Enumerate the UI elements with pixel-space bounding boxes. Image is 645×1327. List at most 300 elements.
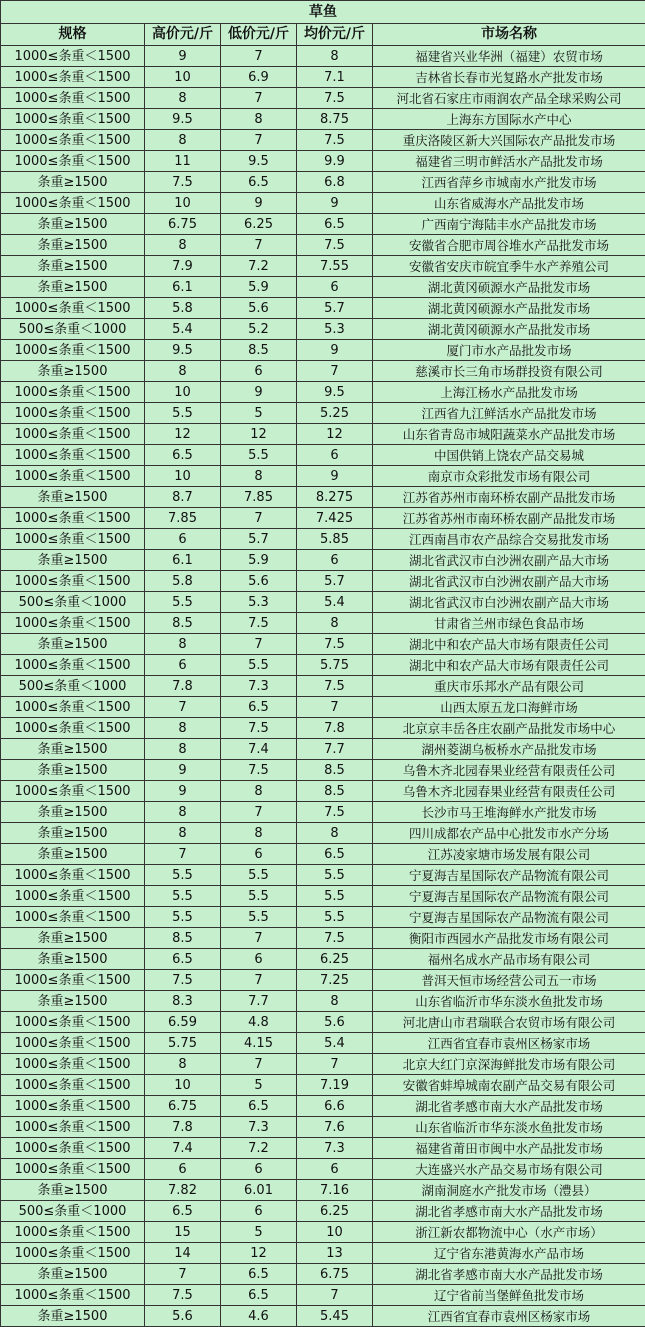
cell-low-price: 6: [221, 949, 297, 970]
cell-spec: 1000≤条重＜1500: [1, 67, 145, 88]
table-row: [1, 46, 645, 67]
cell-avg-price: 12: [297, 424, 373, 445]
cell-market-name: 湖南洞庭水产批发市场（澧县）: [373, 1180, 645, 1201]
cell-market-name: 湖北省孝感市南大水产品批发市场: [373, 1264, 645, 1285]
cell-market-name: 慈溪市长三角市场群投资有限公司: [373, 361, 645, 382]
cell-market-name: 湖州菱湖乌板桥水产品批发市场: [373, 739, 645, 760]
cell-avg-price: 6: [297, 1159, 373, 1180]
cell-spec: 1000≤条重＜1500: [1, 298, 145, 319]
cell-high-price: 10: [145, 67, 221, 88]
cell-high-price: 8: [145, 802, 221, 823]
table-row: [1, 235, 645, 256]
table-row: [1, 508, 645, 529]
cell-low-price: 8: [221, 823, 297, 844]
table-row: [1, 445, 645, 466]
cell-market-name: 湖北省孝感市南大水产品批发市场: [373, 1096, 645, 1117]
cell-spec: 1000≤条重＜1500: [1, 382, 145, 403]
cell-high-price: 10: [145, 466, 221, 487]
cell-spec: 1000≤条重＜1500: [1, 865, 145, 886]
cell-high-price: 7.5: [145, 172, 221, 193]
table-row: [1, 1159, 645, 1180]
cell-market-name: 北京京丰岳各庄农副产品批发市场中心: [373, 718, 645, 739]
cell-high-price: 7: [145, 844, 221, 865]
cell-spec: 500≤条重＜1000: [1, 1201, 145, 1222]
cell-avg-price: 6: [297, 277, 373, 298]
cell-spec: 1000≤条重＜1500: [1, 655, 145, 676]
table-row: [1, 529, 645, 550]
cell-avg-price: 7.1: [297, 67, 373, 88]
table-row: [1, 1222, 645, 1243]
cell-high-price: 5.5: [145, 592, 221, 613]
cell-avg-price: 6.25: [297, 1201, 373, 1222]
cell-avg-price: 7.7: [297, 739, 373, 760]
cell-market-name: 山东省威海水产品批发市场: [373, 193, 645, 214]
cell-low-price: 8: [221, 466, 297, 487]
cell-spec: 条重≥1500: [1, 172, 145, 193]
cell-avg-price: 7: [297, 1285, 373, 1306]
cell-avg-price: 6.5: [297, 214, 373, 235]
cell-low-price: 7: [221, 235, 297, 256]
table-row: [1, 991, 645, 1012]
cell-high-price: 12: [145, 424, 221, 445]
cell-avg-price: 5.6: [297, 1012, 373, 1033]
table-row: [1, 907, 645, 928]
cell-low-price: 7: [221, 508, 297, 529]
table-row: [1, 1117, 645, 1138]
table-body: [1, 46, 645, 1327]
cell-low-price: 6.01: [221, 1180, 297, 1201]
cell-avg-price: 8: [297, 991, 373, 1012]
table-row: [1, 1012, 645, 1033]
table-row: [1, 802, 645, 823]
cell-spec: 条重≥1500: [1, 214, 145, 235]
cell-avg-price: 9: [297, 193, 373, 214]
cell-avg-price: 7.55: [297, 256, 373, 277]
cell-low-price: 7: [221, 130, 297, 151]
cell-spec: 1000≤条重＜1500: [1, 340, 145, 361]
cell-spec: 1000≤条重＜1500: [1, 697, 145, 718]
cell-high-price: 8: [145, 634, 221, 655]
cell-avg-price: 5.5: [297, 886, 373, 907]
cell-avg-price: 6: [297, 445, 373, 466]
cell-low-price: 9: [221, 382, 297, 403]
cell-avg-price: 5.5: [297, 865, 373, 886]
cell-spec: 1000≤条重＜1500: [1, 424, 145, 445]
cell-high-price: 8: [145, 235, 221, 256]
header-high-price: 高价元/斤: [145, 24, 221, 46]
table-row: [1, 739, 645, 760]
table-row: [1, 760, 645, 781]
cell-low-price: 6: [221, 844, 297, 865]
cell-avg-price: 13: [297, 1243, 373, 1264]
cell-high-price: 6.5: [145, 1201, 221, 1222]
cell-spec: 条重≥1500: [1, 1180, 145, 1201]
cell-low-price: 7: [221, 634, 297, 655]
cell-low-price: 8.5: [221, 340, 297, 361]
cell-spec: 条重≥1500: [1, 949, 145, 970]
cell-low-price: 7.2: [221, 256, 297, 277]
cell-market-name: 山东省青岛市城阳蔬菜水产品批发市场: [373, 424, 645, 445]
table-row: [1, 424, 645, 445]
table-row: [1, 1243, 645, 1264]
cell-spec: 1000≤条重＜1500: [1, 1096, 145, 1117]
cell-low-price: 5.5: [221, 886, 297, 907]
cell-spec: 条重≥1500: [1, 634, 145, 655]
cell-low-price: 6: [221, 1201, 297, 1222]
cell-spec: 500≤条重＜1000: [1, 592, 145, 613]
cell-avg-price: 7.5: [297, 130, 373, 151]
cell-market-name: 山东省临沂市华东淡水鱼批发市场: [373, 991, 645, 1012]
cell-spec: 1000≤条重＜1500: [1, 781, 145, 802]
cell-low-price: 7: [221, 802, 297, 823]
cell-spec: 条重≥1500: [1, 361, 145, 382]
cell-high-price: 8.5: [145, 613, 221, 634]
table-row: [1, 613, 645, 634]
cell-market-name: 上海东方国际水产中心: [373, 109, 645, 130]
cell-high-price: 7: [145, 697, 221, 718]
cell-market-name: 辽宁省东港黄海水产品市场: [373, 1243, 645, 1264]
cell-avg-price: 5.25: [297, 403, 373, 424]
cell-low-price: 7: [221, 88, 297, 109]
cell-low-price: 5.6: [221, 571, 297, 592]
cell-avg-price: 7.25: [297, 970, 373, 991]
cell-low-price: 7.3: [221, 676, 297, 697]
cell-avg-price: 6: [297, 550, 373, 571]
cell-market-name: 大连盛兴水产品交易市场有限公司: [373, 1159, 645, 1180]
cell-market-name: 山东省临沂市华东淡水鱼批发市场: [373, 1117, 645, 1138]
cell-spec: 1000≤条重＜1500: [1, 1138, 145, 1159]
header-avg-price: 均价元/斤: [297, 24, 373, 46]
cell-avg-price: 9: [297, 340, 373, 361]
cell-avg-price: 8: [297, 46, 373, 67]
cell-avg-price: 7: [297, 1054, 373, 1075]
cell-high-price: 14: [145, 1243, 221, 1264]
cell-avg-price: 9.9: [297, 151, 373, 172]
cell-spec: 1000≤条重＜1500: [1, 718, 145, 739]
cell-high-price: 5.5: [145, 865, 221, 886]
cell-market-name: 南京市众彩批发市场有限公司: [373, 466, 645, 487]
cell-low-price: 6: [221, 1159, 297, 1180]
cell-market-name: 宁夏海吉星国际农产品物流有限公司: [373, 886, 645, 907]
cell-low-price: 7.4: [221, 739, 297, 760]
cell-low-price: 4.8: [221, 1012, 297, 1033]
cell-spec: 条重≥1500: [1, 928, 145, 949]
cell-avg-price: 6.6: [297, 1096, 373, 1117]
cell-market-name: 重庆市乐邦水产品有限公司: [373, 676, 645, 697]
cell-high-price: 6: [145, 1159, 221, 1180]
cell-high-price: 5.5: [145, 886, 221, 907]
cell-spec: 1000≤条重＜1500: [1, 445, 145, 466]
cell-spec: 条重≥1500: [1, 256, 145, 277]
table-row: [1, 256, 645, 277]
cell-avg-price: 7: [297, 697, 373, 718]
cell-high-price: 6.59: [145, 1012, 221, 1033]
cell-high-price: 8.5: [145, 928, 221, 949]
cell-avg-price: 7.5: [297, 676, 373, 697]
cell-high-price: 8.3: [145, 991, 221, 1012]
cell-market-name: 宁夏海吉星国际农产品物流有限公司: [373, 907, 645, 928]
cell-avg-price: 7.5: [297, 88, 373, 109]
cell-high-price: 8: [145, 1054, 221, 1075]
table-row: [1, 1075, 645, 1096]
cell-high-price: 6: [145, 655, 221, 676]
cell-spec: 条重≥1500: [1, 802, 145, 823]
cell-high-price: 7.4: [145, 1138, 221, 1159]
cell-high-price: 7.9: [145, 256, 221, 277]
cell-spec: 条重≥1500: [1, 1264, 145, 1285]
cell-low-price: 6.25: [221, 214, 297, 235]
table-row: [1, 865, 645, 886]
cell-high-price: 6.75: [145, 214, 221, 235]
cell-low-price: 7.85: [221, 487, 297, 508]
cell-avg-price: 5.4: [297, 1033, 373, 1054]
cell-spec: 条重≥1500: [1, 844, 145, 865]
cell-low-price: 8: [221, 109, 297, 130]
cell-high-price: 5.8: [145, 298, 221, 319]
cell-high-price: 5.6: [145, 1306, 221, 1327]
header-market-name: 市场名称: [373, 24, 645, 46]
cell-low-price: 7.5: [221, 718, 297, 739]
cell-high-price: 5.75: [145, 1033, 221, 1054]
table-row: [1, 1264, 645, 1285]
cell-high-price: 9: [145, 760, 221, 781]
cell-spec: 条重≥1500: [1, 760, 145, 781]
cell-low-price: 7.5: [221, 613, 297, 634]
cell-avg-price: 10: [297, 1222, 373, 1243]
cell-avg-price: 7.425: [297, 508, 373, 529]
cell-low-price: 5.5: [221, 655, 297, 676]
table-row: [1, 928, 645, 949]
cell-market-name: 吉林省长春市光复路水产批发市场: [373, 67, 645, 88]
cell-avg-price: 6.25: [297, 949, 373, 970]
cell-market-name: 湖北黄冈硕源水产品批发市场: [373, 298, 645, 319]
cell-high-price: 6.5: [145, 445, 221, 466]
cell-avg-price: 7.8: [297, 718, 373, 739]
cell-market-name: 福建省三明市鲜活水产品批发市场: [373, 151, 645, 172]
cell-spec: 1000≤条重＜1500: [1, 1243, 145, 1264]
table-row: [1, 67, 645, 88]
cell-high-price: 9.5: [145, 109, 221, 130]
cell-spec: 1000≤条重＜1500: [1, 403, 145, 424]
table-row: [1, 1306, 645, 1327]
cell-market-name: 乌鲁木齐北园春果业经营有限责任公司: [373, 781, 645, 802]
cell-market-name: 福建省莆田市闽中水产品批发市场: [373, 1138, 645, 1159]
cell-low-price: 7: [221, 928, 297, 949]
table-row: [1, 550, 645, 571]
cell-market-name: 河北省石家庄市雨润农产品全球采购公司: [373, 88, 645, 109]
table-row: [1, 1285, 645, 1306]
cell-market-name: 湖北黄冈硕源水产品批发市场: [373, 319, 645, 340]
cell-spec: 1000≤条重＜1500: [1, 970, 145, 991]
cell-high-price: 8: [145, 130, 221, 151]
table-row: [1, 970, 645, 991]
table-row: [1, 823, 645, 844]
cell-spec: 1000≤条重＜1500: [1, 109, 145, 130]
table-row: [1, 634, 645, 655]
cell-high-price: 7.8: [145, 1117, 221, 1138]
cell-high-price: 9: [145, 46, 221, 67]
cell-spec: 500≤条重＜1000: [1, 319, 145, 340]
cell-market-name: 湖北省武汉市白沙洲农副产品大市场: [373, 571, 645, 592]
cell-high-price: 11: [145, 151, 221, 172]
header-low-price: 低价元/斤: [221, 24, 297, 46]
cell-high-price: 10: [145, 382, 221, 403]
cell-low-price: 5.6: [221, 298, 297, 319]
cell-avg-price: 7.5: [297, 634, 373, 655]
cell-avg-price: 7: [297, 361, 373, 382]
table-row: [1, 1138, 645, 1159]
cell-market-name: 浙江新农都物流中心（水产市场）: [373, 1222, 645, 1243]
cell-spec: 1000≤条重＜1500: [1, 193, 145, 214]
cell-low-price: 5.3: [221, 592, 297, 613]
table-row: [1, 655, 645, 676]
cell-spec: 1000≤条重＜1500: [1, 1222, 145, 1243]
cell-low-price: 6.5: [221, 1264, 297, 1285]
cell-high-price: 9.5: [145, 340, 221, 361]
cell-avg-price: 7.3: [297, 1138, 373, 1159]
cell-market-name: 安徽省安庆市皖宜季牛水产养殖公司: [373, 256, 645, 277]
cell-spec: 条重≥1500: [1, 550, 145, 571]
cell-avg-price: 7.19: [297, 1075, 373, 1096]
cell-spec: 1000≤条重＜1500: [1, 1117, 145, 1138]
cell-low-price: 5: [221, 403, 297, 424]
table-row: [1, 676, 645, 697]
cell-avg-price: 5.3: [297, 319, 373, 340]
cell-low-price: 5.9: [221, 277, 297, 298]
table-row: [1, 193, 645, 214]
cell-low-price: 6: [221, 361, 297, 382]
cell-market-name: 湖北省武汉市白沙洲农副产品大市场: [373, 550, 645, 571]
table-row: [1, 487, 645, 508]
cell-spec: 1000≤条重＜1500: [1, 1012, 145, 1033]
cell-spec: 条重≥1500: [1, 235, 145, 256]
cell-low-price: 12: [221, 424, 297, 445]
cell-low-price: 5: [221, 1222, 297, 1243]
cell-high-price: 6.1: [145, 550, 221, 571]
cell-spec: 1000≤条重＜1500: [1, 529, 145, 550]
cell-market-name: 安徽省合肥市周谷堆水产品批发市场: [373, 235, 645, 256]
cell-market-name: 辽宁省前当堡鲜鱼批发市场: [373, 1285, 645, 1306]
cell-avg-price: 6.75: [297, 1264, 373, 1285]
cell-high-price: 6.5: [145, 949, 221, 970]
cell-market-name: 福州名成水产品市场有限公司: [373, 949, 645, 970]
cell-market-name: 湖北中和农产品大市场有限责任公司: [373, 655, 645, 676]
cell-high-price: 8: [145, 88, 221, 109]
cell-high-price: 5.5: [145, 403, 221, 424]
cell-spec: 1000≤条重＜1500: [1, 1075, 145, 1096]
cell-avg-price: 6.8: [297, 172, 373, 193]
cell-avg-price: 5.75: [297, 655, 373, 676]
table-row: [1, 1054, 645, 1075]
cell-spec: 条重≥1500: [1, 487, 145, 508]
cell-low-price: 5.9: [221, 550, 297, 571]
cell-low-price: 8: [221, 781, 297, 802]
table-row: [1, 1201, 645, 1222]
cell-avg-price: 5.5: [297, 907, 373, 928]
cell-high-price: 7: [145, 1264, 221, 1285]
cell-spec: 1000≤条重＜1500: [1, 613, 145, 634]
cell-market-name: 湖北黄冈硕源水产品批发市场: [373, 277, 645, 298]
cell-low-price: 12: [221, 1243, 297, 1264]
table-row: [1, 130, 645, 151]
cell-avg-price: 8: [297, 823, 373, 844]
cell-low-price: 5.5: [221, 445, 297, 466]
table-row: [1, 109, 645, 130]
cell-market-name: 厦门市水产品批发市场: [373, 340, 645, 361]
cell-market-name: 河北唐山市君瑞联合农贸市场有限公司: [373, 1012, 645, 1033]
cell-low-price: 5.7: [221, 529, 297, 550]
table-row: [1, 403, 645, 424]
cell-high-price: 8: [145, 718, 221, 739]
cell-avg-price: 9.5: [297, 382, 373, 403]
cell-high-price: 8: [145, 739, 221, 760]
cell-low-price: 6.5: [221, 697, 297, 718]
cell-spec: 1000≤条重＜1500: [1, 907, 145, 928]
cell-high-price: 9: [145, 781, 221, 802]
cell-avg-price: 5.85: [297, 529, 373, 550]
cell-market-name: 广西南宁海陆丰水产品批发市场: [373, 214, 645, 235]
cell-spec: 1000≤条重＜1500: [1, 130, 145, 151]
header-spec: 规格: [1, 24, 145, 46]
cell-low-price: 7: [221, 970, 297, 991]
cell-market-name: 江西省宜春市袁州区杨家市场: [373, 1033, 645, 1054]
cell-high-price: 8: [145, 823, 221, 844]
cell-market-name: 江苏省苏州市南环桥农副产品批发市场: [373, 487, 645, 508]
cell-market-name: 湖北中和农产品大市场有限责任公司: [373, 634, 645, 655]
table-row: [1, 886, 645, 907]
cell-low-price: 5: [221, 1075, 297, 1096]
cell-market-name: 安徽省蚌埠城南农副产品交易有限公司: [373, 1075, 645, 1096]
table-row: [1, 172, 645, 193]
cell-avg-price: 9: [297, 466, 373, 487]
cell-market-name: 上海江杨水产品批发市场: [373, 382, 645, 403]
cell-spec: 1000≤条重＜1500: [1, 1054, 145, 1075]
cell-high-price: 8: [145, 361, 221, 382]
table-row: [1, 361, 645, 382]
cell-spec: 1000≤条重＜1500: [1, 1033, 145, 1054]
table-row: [1, 718, 645, 739]
cell-avg-price: 5.7: [297, 298, 373, 319]
cell-high-price: 6: [145, 529, 221, 550]
cell-high-price: 10: [145, 1075, 221, 1096]
cell-high-price: 7.85: [145, 508, 221, 529]
table-row: [1, 88, 645, 109]
cell-avg-price: 8.5: [297, 781, 373, 802]
cell-spec: 1000≤条重＜1500: [1, 88, 145, 109]
cell-high-price: 7.5: [145, 1285, 221, 1306]
cell-high-price: 10: [145, 193, 221, 214]
cell-low-price: 4.15: [221, 1033, 297, 1054]
cell-low-price: 6.5: [221, 1285, 297, 1306]
cell-spec: 条重≥1500: [1, 1306, 145, 1327]
cell-market-name: 湖北省孝感市南大水产品批发市场: [373, 1201, 645, 1222]
cell-avg-price: 7.16: [297, 1180, 373, 1201]
table-row: [1, 466, 645, 487]
cell-market-name: 长沙市马王堆海鲜水产批发市场: [373, 802, 645, 823]
cell-high-price: 5.4: [145, 319, 221, 340]
cell-spec: 条重≥1500: [1, 277, 145, 298]
cell-avg-price: 5.45: [297, 1306, 373, 1327]
cell-market-name: 江西省九江鲜活水产品批发市场: [373, 403, 645, 424]
cell-spec: 1000≤条重＜1500: [1, 886, 145, 907]
cell-avg-price: 8: [297, 613, 373, 634]
cell-market-name: 乌鲁木齐北园春果业经营有限责任公司: [373, 760, 645, 781]
cell-spec: 1000≤条重＜1500: [1, 46, 145, 67]
cell-low-price: 7.7: [221, 991, 297, 1012]
cell-spec: 1000≤条重＜1500: [1, 571, 145, 592]
cell-market-name: 江西省萍乡市城南水产批发市场: [373, 172, 645, 193]
cell-high-price: 5.5: [145, 907, 221, 928]
